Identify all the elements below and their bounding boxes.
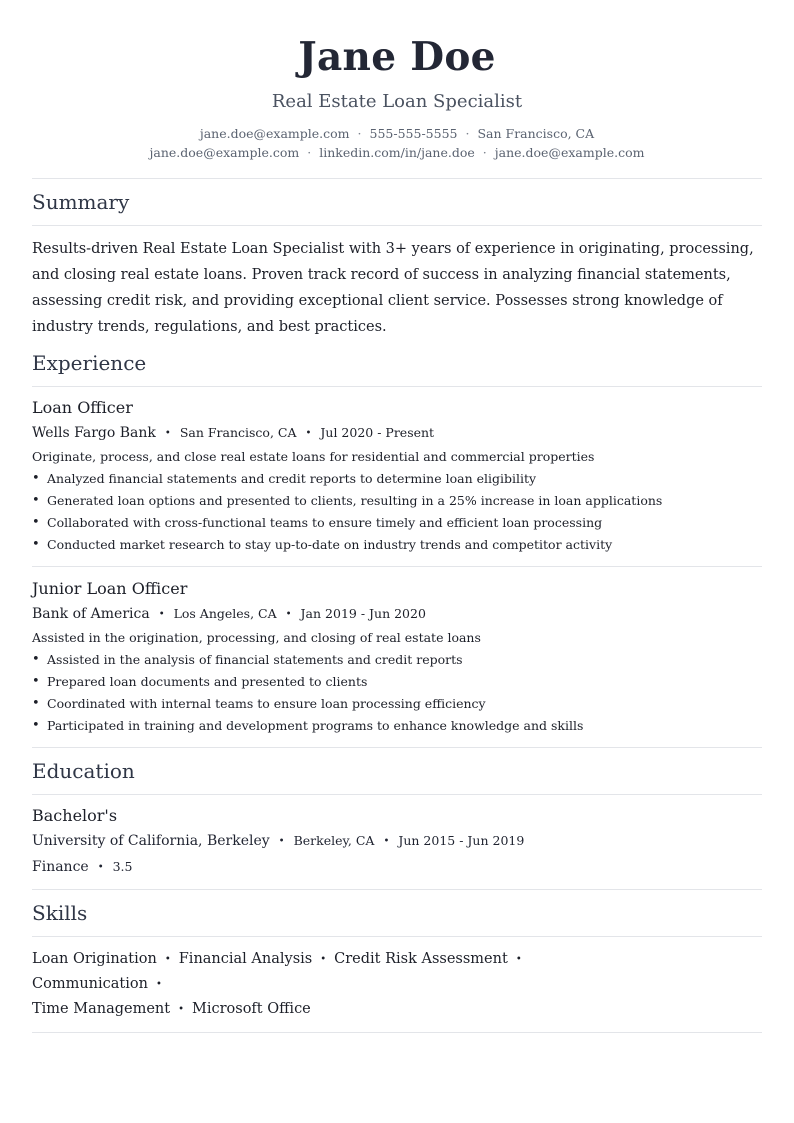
section-heading-experience: Experience <box>32 350 147 375</box>
divider <box>32 889 762 890</box>
bullet-separator: • <box>383 835 390 847</box>
contact-email-3[interactable]: jane.doe@example.com <box>494 144 645 160</box>
section-heading-summary: Summary <box>32 189 130 214</box>
job-location: San Francisco, CA <box>179 424 297 440</box>
divider <box>32 566 762 567</box>
education-degree: Bachelor's <box>32 805 118 825</box>
list-item: • Coordinated with internal teams to ensure loan processing efficiency <box>32 693 762 715</box>
divider <box>32 225 762 226</box>
experience-section <box>32 351 762 748</box>
divider <box>32 178 762 179</box>
job-meta <box>32 603 762 626</box>
bullet-separator: • <box>278 835 285 847</box>
job-achievements <box>32 649 762 737</box>
summary-section <box>32 190 762 340</box>
skill-item: Credit Risk Assessment <box>334 950 508 967</box>
contact-line-2 <box>32 143 762 162</box>
divider <box>32 794 762 795</box>
bullet-separator: • <box>155 978 162 990</box>
divider <box>32 1032 762 1033</box>
resume-header <box>32 0 762 162</box>
bullet-separator: • <box>164 427 171 439</box>
bullet-separator: • <box>97 861 104 873</box>
section-heading-skills: Skills <box>32 900 88 925</box>
list-item: • Assisted in the analysis of financial statements and credit reports <box>32 649 762 671</box>
contact-email-2[interactable]: jane.doe@example.com <box>149 144 300 160</box>
education-location: Berkeley, CA <box>293 832 375 848</box>
skills-list <box>32 947 632 1022</box>
summary-text: Results-driven Real Estate Loan Specialist with 3+ years of experience in originating, processing, and closing real estate loans. Proven track record of success in analyzing financial statements, assessing credit risk, and providing exceptional client service. Possesses strong knowledge of industry trends, regulations, and best practices. <box>32 240 754 335</box>
job-dates: Jul 2020 - Present <box>320 424 435 440</box>
job-dates: Jan 2019 - Jun 2020 <box>300 605 426 621</box>
candidate-title: Real Estate Loan Specialist <box>271 90 523 112</box>
job-description: Assisted in the origination, processing, and closing of real estate loans <box>32 629 481 645</box>
contact-line-1 <box>32 124 762 143</box>
job-title: Loan Officer <box>32 397 133 417</box>
contact-separator: · <box>307 144 312 160</box>
list-item: • Analyzed financial statements and credit reports to determine loan eligibility <box>32 468 762 490</box>
job-meta <box>32 422 762 445</box>
divider <box>32 386 762 387</box>
divider <box>32 747 762 748</box>
list-item: • Generated loan options and presented to clients, resulting in a 25% increase in loan applications <box>32 490 762 512</box>
skill-item: Loan Origination <box>32 950 157 967</box>
bullet-separator: • <box>178 1003 184 1015</box>
list-item: • Conducted market research to stay up-to-date on industry trends and competitor activity <box>32 534 762 556</box>
skill-item: Financial Analysis <box>178 950 313 967</box>
bullet-separator: • <box>285 608 292 620</box>
job-entry <box>32 578 762 748</box>
job-location: Los Angeles, CA <box>173 605 277 621</box>
bullet-separator: • <box>164 953 171 965</box>
contact-location: San Francisco, CA <box>477 125 595 141</box>
skill-item: Time Management <box>32 1000 171 1017</box>
skill-item: Microsoft Office <box>192 1000 311 1017</box>
bullet-separator: • <box>320 953 327 965</box>
job-title: Junior Loan Officer <box>32 578 188 598</box>
skill-item: Communication <box>32 975 148 992</box>
education-dates: Jun 2015 - Jun 2019 <box>398 832 525 848</box>
job-company: Bank of America <box>32 605 150 622</box>
contact-phone[interactable]: 555-555-5555 <box>369 125 458 141</box>
contact-email[interactable]: jane.doe@example.com <box>199 125 350 141</box>
list-item: • Prepared loan documents and presented to clients <box>32 671 762 693</box>
job-entry <box>32 397 762 567</box>
skills-section <box>32 901 762 1033</box>
contact-separator: · <box>357 125 362 141</box>
job-company: Wells Fargo Bank <box>32 424 156 441</box>
section-heading-education: Education <box>32 758 135 783</box>
bullet-separator: • <box>515 953 522 965</box>
education-major: Finance <box>32 858 89 875</box>
divider <box>32 936 762 937</box>
list-item: • Participated in training and development programs to enhance knowledge and skills <box>32 715 762 737</box>
candidate-name: Jane Doe <box>298 34 496 80</box>
contact-info <box>32 124 762 162</box>
job-description: Originate, process, and close real estate loans for residential and commercial properties <box>32 448 595 464</box>
bullet-separator: • <box>158 608 165 620</box>
job-achievements <box>32 468 762 556</box>
education-meta <box>32 830 762 853</box>
contact-separator: · <box>482 144 487 160</box>
list-item: • Collaborated with cross-functional teams to ensure timely and efficient loan processing <box>32 512 762 534</box>
education-section <box>32 759 762 890</box>
contact-linkedin[interactable]: linkedin.com/in/jane.doe <box>319 144 475 160</box>
bullet-separator: • <box>305 427 312 439</box>
education-school: University of California, Berkeley <box>32 832 270 849</box>
contact-separator: · <box>465 125 470 141</box>
education-gpa: 3.5 <box>112 858 133 874</box>
education-field <box>32 856 762 879</box>
